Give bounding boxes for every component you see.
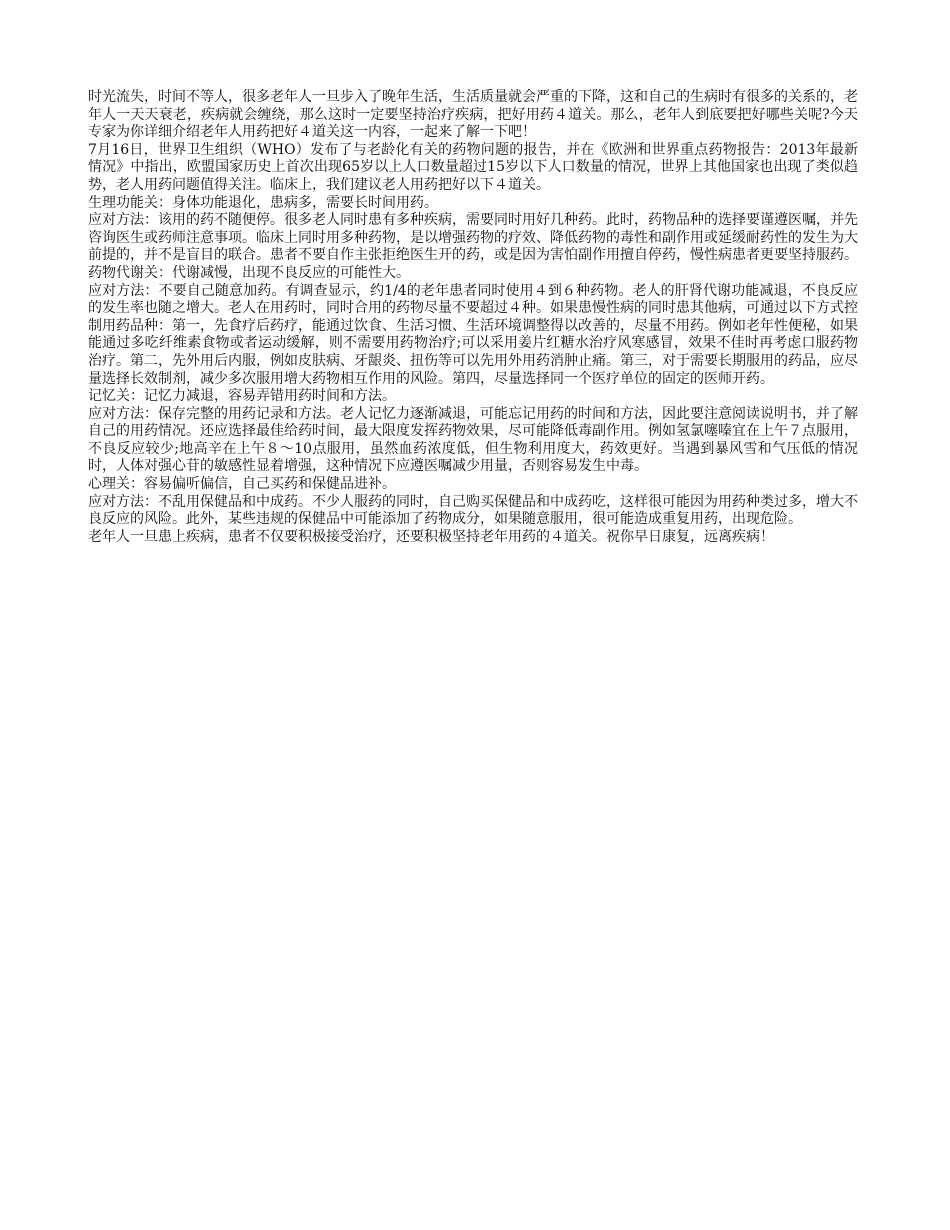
metabolism-method-paragraph: 应对方法：不要自己随意加药。有调查显示，约1/4的老年患者同时使用４到６种药物。老人的肝肾代谢功能减退，不良反应的发生率也随之增大。老人在用药时，同时合用的药物尽量不要超过４种。如果患慢性病的同时患其他病，可通过以下方式控制用药品种：第一，先食疗后药疗，能通过饮食、生活习惯、生活环境调整得以改善的，尽量不用药。例如老年性便秘，如果能通过多吃纤维素食物或者运动缓解，则不需要用药物治疗;可以采用姜片红糖水治疗风寒感冒，效果不佳时再考虑口服药物治疗。第二，先外用后内服，例如皮肤病、牙龈炎、扭伤等可以先用外用药消肿止痛。第三，对于需要长期服用的药品，应尽量选择长效制剂，减少多次服用增大药物相互作用的风险。第四，尽量选择同一个医疗单位的固定的医师开药。 xyxy=(88,282,858,387)
who-report-paragraph: 7月16日，世界卫生组织（WHO）发布了与老龄化有关的药物问题的报告，并在《欧洲和世界重点药物报告：2013年最新情况》中指出，欧盟国家历史上首次出现65岁以上人口数量超过15岁以下人口数量的情况，世界上其他国家也出现了类似趋势，老人用药问题值得关注。临床上，我们建议老人用药把好以下４道关。 xyxy=(88,141,858,193)
closing-paragraph: 老年人一旦患上疾病，患者不仅要积极接受治疗，还要积极坚持老年用药的４道关。祝你早日康复，远离疾病！ xyxy=(88,528,774,545)
physiology-method-paragraph: 应对方法：该用的药不随便停。很多老人同时患有多种疾病，需要同时用好几种药。此时，药物品种的选择要谨遵医嘱，并先咨询医生或药师注意事项。临床上同时用多种药物，是以增强药物的疗效、降低药物的毒性和副作用或延缓耐药性的发生为大前提的，并不是盲目的联合。患者不要自作主张拒绝医生开的药，或是因为害怕副作用擅自停药，慢性病患者更要坚持服药。 xyxy=(88,212,858,264)
metabolism-heading-paragraph: 药物代谢关：代谢减慢，出现不良反应的可能性大。 xyxy=(88,264,410,281)
document-body xyxy=(88,89,858,546)
memory-method-paragraph: 应对方法：保存完整的用药记录和方法。老人记忆力逐渐减退，可能忘记用药的时间和方法，因此要注意阅读说明书，并了解自己的用药情况。还应选择最佳给药时间，最大限度发挥药物效果，尽可能降低毒副作用。例如氢氯噻嗪宜在上午７点服用，不良反应较少;地高辛在上午８～10点服用，虽然血药浓度低，但生物利用度大，药效更好。当遇到暴风雪和气压低的情况时，人体对强心苷的敏感性显着增强，这种情况下应遵医嘱减少用量，否则容易发生中毒。 xyxy=(88,405,858,475)
psychology-heading-paragraph: 心理关：容易偏听偏信，自己买药和保健品进补。 xyxy=(88,476,396,493)
intro-paragraph: 时光流失，时间不等人，很多老年人一旦步入了晚年生活，生活质量就会严重的下降，这和自己的生病时有很多的关系的，老年人一天天衰老，疾病就会缠绕，那么这时一定要坚持治疗疾病，把好用药４道关。那么，老年人到底要把好哪些关呢?今天专家为你详细介绍老年人用药把好４道关这一内容，一起来了解一下吧！ xyxy=(88,89,858,141)
memory-heading-paragraph: 记忆关：记忆力减退，容易弄错用药时间和方法。 xyxy=(88,388,396,405)
physiology-heading-paragraph: 生理功能关：身体功能退化，患病多，需要长时间用药。 xyxy=(88,194,438,211)
psychology-method-paragraph: 应对方法：不乱用保健品和中成药。不少人服药的同时，自己购买保健品和中成药吃，这样很可能因为用药种类过多，增大不良反应的风险。此外，某些违规的保健品中可能添加了药物成分，如果随意服用，很可能造成重复用药，出现危险。 xyxy=(88,493,858,528)
